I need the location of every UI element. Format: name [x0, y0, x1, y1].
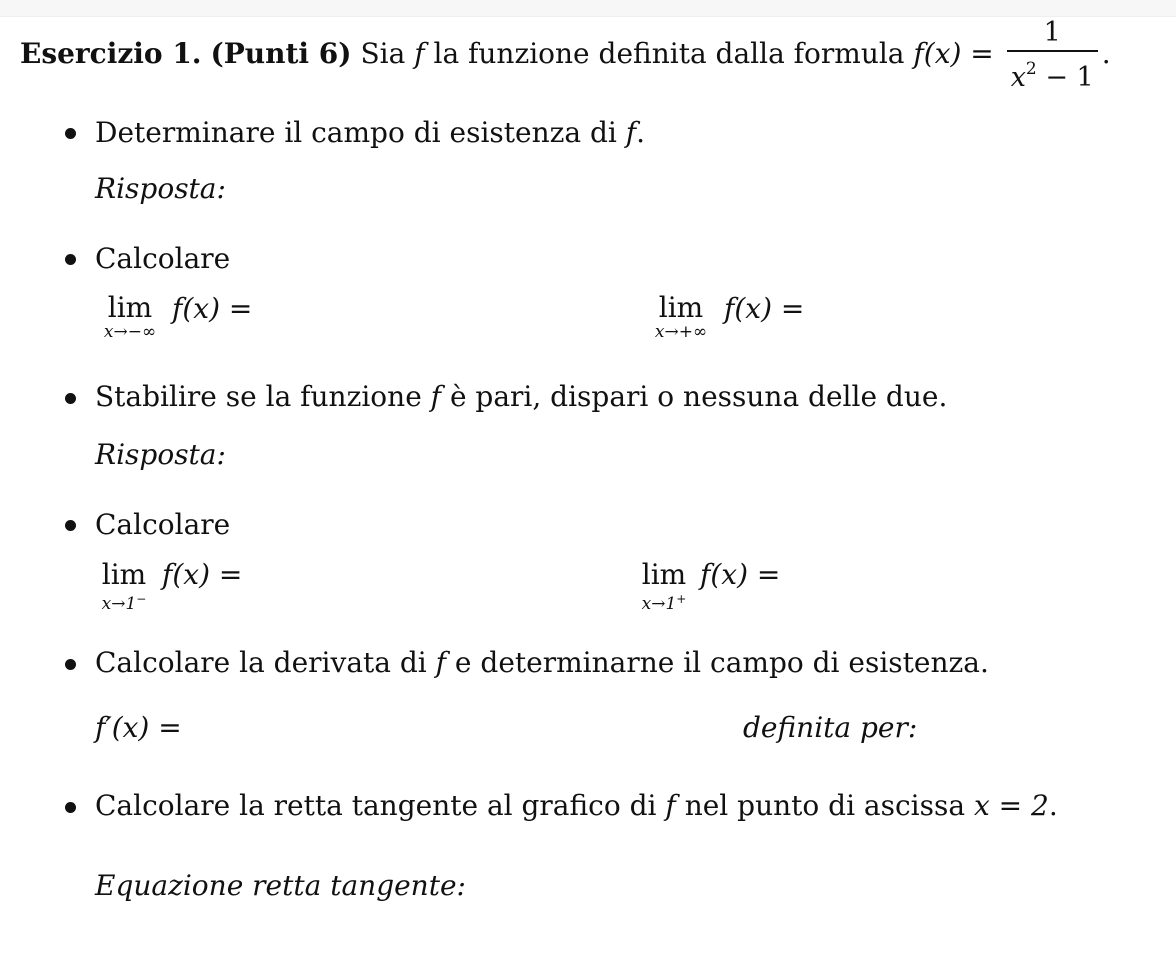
formula-end: . — [1101, 37, 1111, 70]
bullet-3 — [65, 393, 76, 404]
item-5-text: Calcolare la derivata di f e determinarne il campo di esistenza. — [95, 646, 989, 679]
limit-one-right: lim x→1+ — [641, 558, 687, 614]
formula-lhs: f(x) = — [913, 37, 994, 70]
derivative-label: f′(x) = — [95, 711, 182, 744]
bullet-2 — [65, 254, 76, 265]
limit-plus-infinity-expr: f(x) = — [724, 292, 805, 325]
limit-minus-infinity: lim x→−∞ — [103, 291, 157, 342]
item-1-text: Determinare il campo di esistenza di f. — [95, 116, 646, 149]
item-4-text: Calcolare — [95, 508, 231, 541]
bullet-6 — [65, 802, 76, 813]
intro-text-2: la funzione definita dalla formula — [433, 37, 905, 70]
limit-one-left: lim x→1− — [101, 558, 147, 614]
limit-minus-infinity-expr: f(x) = — [172, 292, 253, 325]
formula-fraction — [1007, 18, 1098, 93]
f-symbol: f — [414, 37, 425, 70]
exercise-header — [20, 18, 1111, 93]
points-label: (Punti 6) — [210, 37, 352, 70]
limit-plus-infinity: lim x→+∞ — [654, 291, 708, 342]
defined-for-label: definita per: — [743, 711, 918, 744]
item-6-text: Calcolare la retta tangente al grafico di f nel punto di ascissa x = 2. — [95, 789, 1058, 822]
bullet-4 — [65, 520, 76, 531]
bullet-1 — [65, 128, 76, 139]
tangent-equation-label: Equazione retta tangente: — [95, 869, 466, 902]
limit-one-right-expr: f(x) = — [700, 558, 781, 591]
limit-one-left-expr: f(x) = — [162, 558, 243, 591]
item-1-answer-label: Risposta: — [95, 172, 226, 205]
item-3-text: Stabilire se la funzione f è pari, dispari o nessuna delle due. — [95, 380, 948, 413]
item-3-answer-label: Risposta: — [95, 438, 226, 471]
fraction-bar — [1007, 50, 1098, 52]
formula-denominator: $x^2 - 1$ — [1010, 59, 1094, 93]
intro-text: Sia — [360, 37, 406, 70]
item-2-text: Calcolare — [95, 242, 231, 275]
exercise-label: Esercizio 1. — [20, 37, 202, 70]
bullet-5 — [65, 659, 76, 670]
formula-numerator: 1 — [1043, 17, 1061, 48]
